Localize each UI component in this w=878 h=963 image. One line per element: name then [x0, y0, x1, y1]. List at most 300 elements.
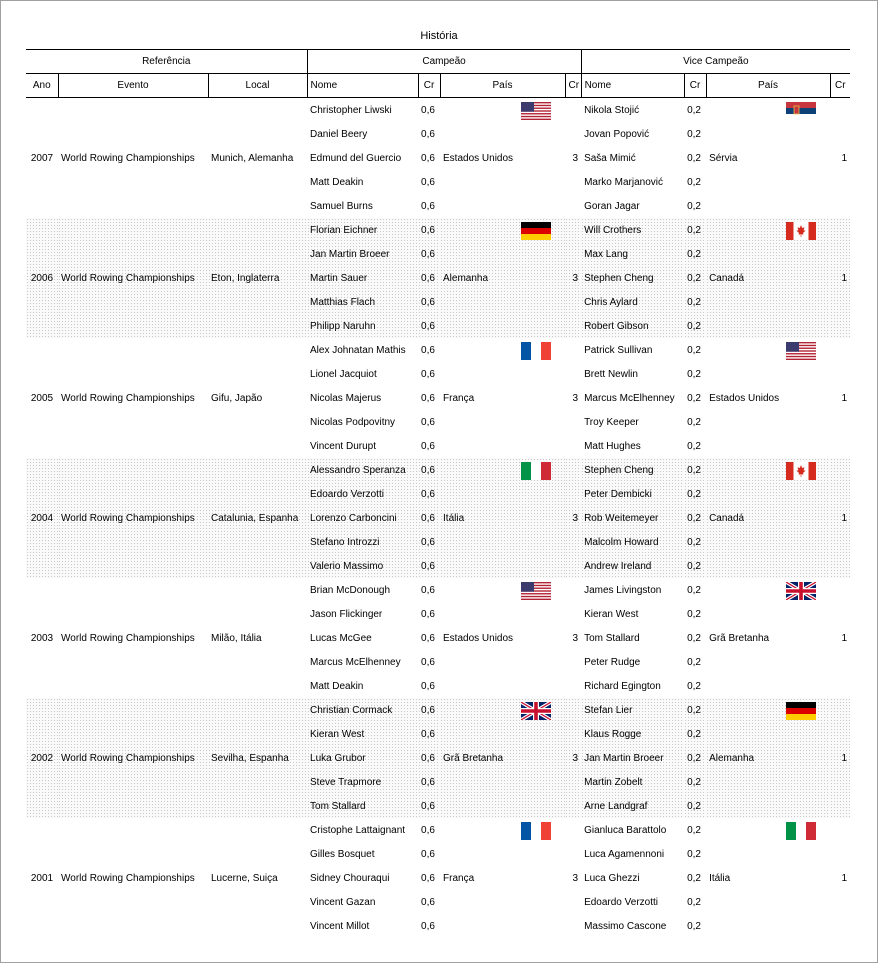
champion-cr: 0,6	[421, 920, 435, 932]
location-cell: Sevilha, Espanha	[208, 746, 307, 770]
event-cell	[58, 602, 208, 626]
runner-cr: 0,2	[687, 416, 701, 428]
runner-total	[830, 578, 850, 602]
table-row	[26, 578, 850, 602]
event-cell	[58, 890, 208, 914]
year-cell: 2003	[30, 632, 54, 644]
location-cell	[208, 650, 307, 674]
runner-total	[830, 914, 850, 938]
runner-name: Klaus Rogge	[581, 722, 684, 746]
champion-country: França	[443, 872, 475, 884]
event-cell	[58, 914, 208, 938]
runner-cr: 0,2	[684, 482, 706, 506]
table-row	[26, 794, 850, 818]
runner-cr: 0,2	[687, 920, 701, 932]
location-cell	[208, 914, 307, 938]
runner-name: Kieran West	[584, 608, 639, 620]
event-cell	[58, 842, 208, 866]
runner-cr: 0,2	[687, 848, 701, 860]
champion-country	[440, 482, 565, 506]
champion-total	[565, 218, 581, 242]
runner-cr: 0,2	[687, 200, 701, 212]
event-cell	[58, 794, 208, 818]
runner-country: Alemanha	[706, 746, 830, 770]
champion-name: Alessandro Speranza	[307, 458, 418, 482]
runner-country	[706, 818, 830, 842]
runner-cr: 0,2	[684, 794, 706, 818]
year-cell	[26, 794, 58, 818]
event-cell	[58, 194, 208, 218]
runner-cr: 0,2	[684, 242, 706, 266]
champion-name: Philipp Naruhn	[307, 314, 418, 338]
champion-country	[440, 602, 565, 626]
champion-name: Gilles Bosquet	[310, 848, 375, 860]
event-cell	[58, 530, 208, 554]
location-cell: Milão, Itália	[211, 632, 262, 644]
runner-country	[706, 482, 830, 506]
champion-name: Edmund del Guercio	[310, 152, 402, 164]
runner-country	[706, 650, 830, 674]
event-cell: World Rowing Championships	[61, 632, 195, 644]
event-cell	[58, 674, 208, 698]
location-cell	[208, 194, 307, 218]
event-cell: World Rowing Championships	[61, 152, 195, 164]
runner-total	[830, 554, 850, 578]
runner-name: Tom Stallard	[584, 632, 640, 644]
event-cell	[58, 770, 208, 794]
year-cell	[26, 698, 58, 722]
table-row	[26, 218, 850, 242]
runner-cr: 0,2	[687, 632, 701, 644]
location-cell	[208, 578, 307, 602]
runner-country	[706, 914, 830, 938]
event-cell	[58, 410, 208, 434]
champion-name: Tom Stallard	[307, 794, 418, 818]
champion-total: 3	[565, 266, 581, 290]
champion-cr: 0,6	[418, 698, 440, 722]
table-row	[26, 170, 850, 194]
champion-cr: 0,6	[421, 632, 435, 644]
champion-name: Kieran West	[307, 722, 418, 746]
champion-country	[440, 770, 565, 794]
champion-cr: 0,6	[421, 656, 435, 668]
year-cell	[26, 818, 58, 842]
runner-name: Rob Weitemeyer	[581, 506, 684, 530]
runner-cr: 0,2	[684, 770, 706, 794]
runner-name: Richard Egington	[584, 680, 661, 692]
runner-country	[706, 338, 830, 362]
event-cell	[58, 98, 208, 123]
champion-cr: 0,6	[418, 266, 440, 290]
runner-cr: 0,2	[687, 392, 701, 404]
champion-total	[565, 842, 581, 866]
event-cell	[58, 698, 208, 722]
runner-name: Luca Agamennoni	[584, 848, 665, 860]
runner-total	[830, 434, 850, 458]
table-row	[26, 98, 850, 123]
event-cell	[58, 650, 208, 674]
location-cell	[208, 458, 307, 482]
champion-cr: 0,6	[418, 242, 440, 266]
runner-total	[830, 170, 850, 194]
champion-name: Steve Trapmore	[307, 770, 418, 794]
champion-name: Valerio Massimo	[307, 554, 418, 578]
champion-name: Stefano Introzzi	[307, 530, 418, 554]
runner-cr: 0,2	[684, 458, 706, 482]
year-cell	[26, 314, 58, 338]
entry-2001	[26, 818, 850, 938]
champion-name: Nicolas Majerus	[310, 392, 382, 404]
year-cell	[26, 890, 58, 914]
champion-total	[565, 194, 581, 218]
runner-country	[706, 794, 830, 818]
runner-country	[706, 434, 830, 458]
runner-country	[706, 218, 830, 242]
champion-country	[440, 578, 565, 602]
champion-name: Matt Deakin	[310, 176, 364, 188]
champion-total	[565, 554, 581, 578]
champion-country	[440, 650, 565, 674]
champion-country	[440, 122, 565, 146]
champion-name: Lionel Jacquiot	[310, 368, 377, 380]
table-row	[26, 146, 850, 170]
year-cell	[26, 98, 58, 123]
runner-total	[830, 890, 850, 914]
year-cell: 2006	[26, 266, 58, 290]
champion-cr: 0,6	[421, 128, 435, 140]
champion-cr: 0,6	[418, 530, 440, 554]
col-champion-pais: País	[440, 74, 565, 98]
champion-total	[565, 914, 581, 938]
runner-name: Chris Aylard	[581, 290, 684, 314]
champion-name: Daniel Beery	[310, 128, 368, 140]
flag-france-icon	[521, 822, 551, 840]
runner-name: Luca Ghezzi	[584, 872, 640, 884]
location-cell	[208, 554, 307, 578]
champion-cr: 0,6	[418, 482, 440, 506]
runner-total: 1	[841, 152, 848, 164]
location-cell	[208, 674, 307, 698]
header-referencia: Referência	[26, 50, 307, 74]
event-cell	[58, 362, 208, 386]
runner-country	[706, 578, 830, 602]
champion-total	[565, 794, 581, 818]
year-cell	[26, 578, 58, 602]
year-cell	[26, 554, 58, 578]
runner-country: Canadá	[706, 266, 830, 290]
location-cell: Catalunia, Espanha	[208, 506, 307, 530]
table-row	[26, 554, 850, 578]
champion-cr: 0,6	[421, 416, 435, 428]
champion-cr: 0,6	[421, 200, 435, 212]
table-row	[26, 386, 850, 410]
champion-total	[565, 290, 581, 314]
runner-total	[830, 98, 850, 123]
champion-country	[440, 290, 565, 314]
location-cell: Lucerne, Suiça	[211, 872, 278, 884]
champion-cr: 0,6	[421, 824, 435, 836]
location-cell	[208, 170, 307, 194]
champion-cr: 0,6	[418, 506, 440, 530]
runner-total: 1	[841, 632, 848, 644]
runner-name: Jan Martin Broeer	[581, 746, 684, 770]
runner-name: Nikola Stojić	[584, 104, 640, 116]
year-cell	[26, 482, 58, 506]
year-cell	[26, 434, 58, 458]
champion-name: Edoardo Verzotti	[307, 482, 418, 506]
champion-total	[565, 170, 581, 194]
entry-2002	[26, 698, 850, 818]
year-cell	[26, 218, 58, 242]
event-cell	[58, 122, 208, 146]
runner-total	[830, 242, 850, 266]
champion-country	[440, 818, 565, 842]
runner-total	[830, 482, 850, 506]
runner-name: Peter Dembicki	[581, 482, 684, 506]
table-row	[26, 746, 850, 770]
champion-total	[565, 482, 581, 506]
runner-country: Itália	[709, 872, 731, 884]
runner-country: Canadá	[706, 506, 830, 530]
runner-name: Goran Jagar	[584, 200, 640, 212]
champion-country	[440, 338, 565, 362]
runner-country	[706, 458, 830, 482]
runner-name: Jovan Popović	[584, 128, 650, 140]
flag-italy-icon	[521, 462, 551, 480]
table-row	[26, 626, 850, 650]
runner-name: Marcus McElhenney	[584, 392, 675, 404]
runner-name: Gianluca Barattolo	[584, 824, 667, 836]
runner-country: Estados Unidos	[709, 392, 780, 404]
year-cell: 2005	[30, 392, 54, 404]
champion-cr: 0,6	[421, 848, 435, 860]
runner-cr: 0,2	[687, 104, 701, 116]
col-runner-total: Cr	[830, 74, 850, 98]
runner-name: Will Crothers	[581, 218, 684, 242]
champion-country	[440, 218, 565, 242]
header-campeao: Campeão	[307, 50, 581, 74]
table-row	[26, 866, 850, 890]
champion-name: Vincent Durupt	[310, 440, 376, 452]
runner-total	[830, 458, 850, 482]
event-cell	[58, 338, 208, 362]
champion-total	[565, 602, 581, 626]
location-cell	[208, 338, 307, 362]
entry-2004	[26, 458, 850, 578]
table-row	[26, 890, 850, 914]
header-vice: Vice Campeão	[581, 50, 850, 74]
runner-cr: 0,2	[687, 128, 701, 140]
runner-name: Marko Marjanović	[584, 176, 663, 188]
champion-total	[565, 530, 581, 554]
runner-country	[706, 530, 830, 554]
champion-country: França	[443, 392, 475, 404]
event-cell	[58, 314, 208, 338]
champion-total: 3	[572, 152, 579, 164]
runner-cr: 0,2	[687, 152, 701, 164]
champion-cr: 0,6	[418, 314, 440, 338]
table-row	[26, 122, 850, 146]
table-row	[26, 818, 850, 842]
runner-country	[706, 98, 830, 123]
champion-name: Nicolas Podpovitny	[310, 416, 396, 428]
flag-uk-icon	[521, 702, 551, 720]
col-champion-nome: Nome	[307, 74, 418, 98]
runner-cr: 0,2	[684, 266, 706, 290]
runner-name: James Livingston	[584, 584, 662, 596]
flag-usa-icon	[521, 102, 551, 120]
champion-name: Matthias Flach	[307, 290, 418, 314]
champion-total	[565, 722, 581, 746]
champion-cr: 0,6	[418, 290, 440, 314]
table-row	[26, 242, 850, 266]
flag-germany-icon	[521, 222, 551, 240]
col-champion-cr: Cr	[418, 74, 440, 98]
champion-country	[440, 194, 565, 218]
location-cell	[208, 122, 307, 146]
flag-usa-icon	[786, 342, 816, 360]
champion-total: 3	[565, 506, 581, 530]
runner-total	[830, 530, 850, 554]
year-cell: 2001	[30, 872, 54, 884]
runner-cr: 0,2	[687, 344, 701, 356]
champion-total	[565, 338, 581, 362]
champion-name: Brian McDonough	[310, 584, 391, 596]
runner-name: Stephen Cheng	[581, 266, 684, 290]
champion-country	[440, 362, 565, 386]
champion-cr: 0,6	[421, 680, 435, 692]
event-cell	[58, 578, 208, 602]
table-row	[26, 722, 850, 746]
runner-cr: 0,2	[684, 722, 706, 746]
year-cell	[26, 914, 58, 938]
champion-cr: 0,6	[418, 746, 440, 770]
page-title: História	[420, 30, 458, 42]
champion-name: Cristophe Lattaignant	[310, 824, 406, 836]
runner-country	[706, 122, 830, 146]
entry-2007	[26, 98, 850, 219]
runner-total	[830, 410, 850, 434]
flag-uk-icon	[786, 582, 816, 600]
entry-2006	[26, 218, 850, 338]
runner-total: 1	[830, 266, 850, 290]
champion-country: Estados Unidos	[443, 632, 514, 644]
runner-name: Brett Newlin	[584, 368, 638, 380]
champion-country	[440, 434, 565, 458]
location-cell	[208, 530, 307, 554]
runner-total: 1	[830, 746, 850, 770]
champion-name: Vincent Gazan	[310, 896, 376, 908]
col-ano: Ano	[26, 74, 58, 98]
champion-cr: 0,6	[421, 176, 435, 188]
champion-country: Itália	[440, 506, 565, 530]
runner-total	[830, 338, 850, 362]
location-cell	[208, 218, 307, 242]
champion-total: 3	[572, 392, 579, 404]
table-row	[26, 290, 850, 314]
runner-name: Edoardo Verzotti	[584, 896, 658, 908]
year-cell	[26, 770, 58, 794]
year-cell	[26, 170, 58, 194]
champion-total: 3	[565, 746, 581, 770]
runner-cr: 0,2	[687, 656, 701, 668]
runner-cr: 0,2	[684, 698, 706, 722]
runner-name: Massimo Cascone	[584, 920, 667, 932]
runner-total	[830, 602, 850, 626]
champion-cr: 0,6	[418, 218, 440, 242]
location-cell	[208, 362, 307, 386]
champion-cr: 0,6	[418, 458, 440, 482]
runner-total	[830, 698, 850, 722]
runner-cr: 0,2	[687, 872, 701, 884]
col-evento: Evento	[58, 74, 208, 98]
table-row	[26, 698, 850, 722]
runner-country	[706, 170, 830, 194]
event-cell	[58, 818, 208, 842]
runner-name: Peter Rudge	[584, 656, 641, 668]
champion-country: Alemanha	[440, 266, 565, 290]
runner-total	[830, 650, 850, 674]
champion-cr: 0,6	[421, 368, 435, 380]
table-row	[26, 602, 850, 626]
champion-country	[440, 722, 565, 746]
runner-total	[830, 818, 850, 842]
location-cell	[208, 770, 307, 794]
event-cell	[58, 482, 208, 506]
runner-total	[830, 794, 850, 818]
table-row	[26, 650, 850, 674]
champion-name: Jason Flickinger	[310, 608, 383, 620]
champion-total	[565, 362, 581, 386]
runner-total: 1	[841, 392, 848, 404]
event-cell	[58, 170, 208, 194]
col-runner-nome: Nome	[581, 74, 684, 98]
runner-cr: 0,2	[684, 554, 706, 578]
runner-cr: 0,2	[687, 896, 701, 908]
runner-cr: 0,2	[687, 176, 701, 188]
year-cell	[26, 650, 58, 674]
runner-cr: 0,2	[687, 824, 701, 836]
runner-country: Grã Bretanha	[709, 632, 770, 644]
champion-total	[565, 890, 581, 914]
event-cell	[58, 434, 208, 458]
champion-country	[440, 794, 565, 818]
location-cell	[208, 98, 307, 123]
flag-canada-icon	[786, 462, 816, 480]
table-row	[26, 674, 850, 698]
event-cell	[58, 218, 208, 242]
runner-country	[706, 410, 830, 434]
location-cell	[208, 794, 307, 818]
col-runner-pais: País	[706, 74, 830, 98]
runner-cr: 0,2	[684, 506, 706, 530]
runner-country	[706, 842, 830, 866]
year-cell	[26, 674, 58, 698]
champion-country: Grã Bretanha	[440, 746, 565, 770]
runner-total	[830, 122, 850, 146]
champion-name: Jan Martin Broeer	[307, 242, 418, 266]
runner-cr: 0,2	[684, 290, 706, 314]
runner-name: Arne Landgraf	[581, 794, 684, 818]
runner-country	[706, 674, 830, 698]
runner-total	[830, 194, 850, 218]
runner-cr: 0,2	[687, 584, 701, 596]
table-row	[26, 458, 850, 482]
runner-cr: 0,2	[684, 530, 706, 554]
location-cell	[208, 842, 307, 866]
table-row	[26, 362, 850, 386]
runner-name: Saša Mimić	[584, 152, 636, 164]
